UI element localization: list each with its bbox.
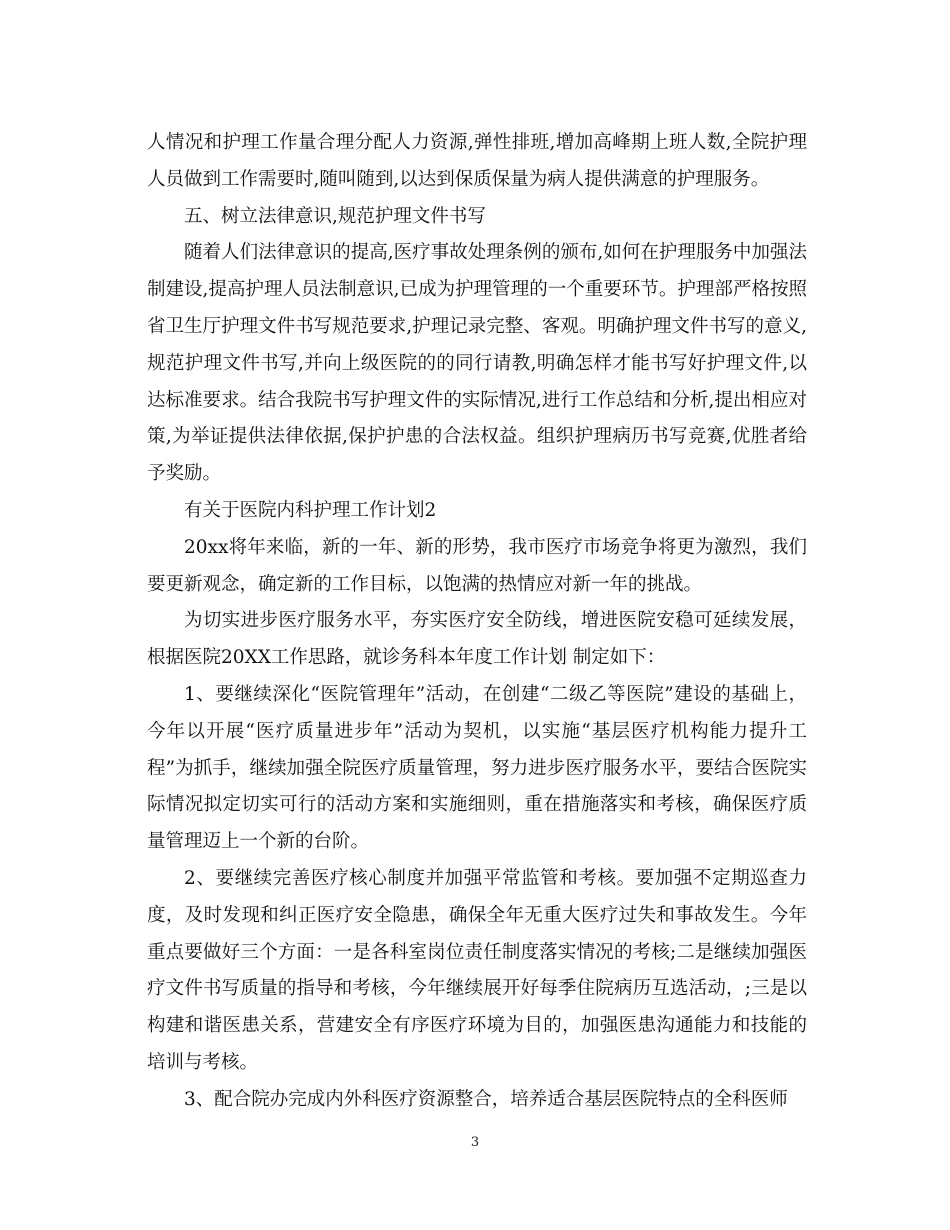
paragraph-plan-basis: 为切实进步医疗服务水平，夯实医疗安全防线，增进医院安稳可延续发展，根据医院20XX工作思路，就诊务科本年度工作计划 制定如下：	[147, 610, 807, 669]
paragraph-legal-awareness: 随着人们法律意识的提高,医疗事故处理条例的颁布,如何在护理服务中加强法制建设,提高护理人员法制意识,已成为护理管理的一个重要环节。护理部严格按照省卫生厅护理文件书写规范要求,护理记录完整、客观。明确护理文件书写的意义,规范护理文件书写,并向上级医院的的同行请教,明确怎样才能书写好护理文件,以达标准要求。结合我院书写护理文件的实际情况,进行工作总结和分析,提出相应对策,为举证提供法律依据,保护护患的合法权益。组织护理病历书写竞赛,优胜者给予奖励。	[147, 242, 807, 485]
paragraph-1: 人情况和护理工作量合理分配人力资源,弹性排班,增加高峰期上班人数,全院护理人员做到工作需要时,随叫随到,以达到保质保量为病人提供满意的护理服务。	[147, 132, 807, 190]
page-number: 3	[470, 1135, 480, 1150]
plan-item-3: 3、配合院办完成内外科医疗资源整合，培养适合基层医院特点的全科医师	[184, 1088, 788, 1110]
plan-title: 有关于医院内科护理工作计划2	[184, 499, 437, 521]
plan-item-2: 2、要继续完善医疗核心制度并加强平常监管和考核。要加强不定期巡查力度，及时发现和纠正医疗安全隐患，确保全年无重大医疗过失和事故发生。今年重点要做好三个方面：一是各科室岗位责任制度落实情况的考核;二是继续加强医疗文件书写质量的指导和考核，今年继续展开好每季住院病历互选活动，;三是以构建和谐医患关系，营建安全有序医疗环境为目的，加强医患沟通能力和技能的培训与考核。	[147, 867, 807, 1073]
section-heading-5: 五、树立法律意识,规范护理文件书写	[184, 205, 486, 227]
plan-item-1: 1、要继续深化“医院管理年”活动，在创建“二级乙等医院”建设的基础上，今年以开展“医疗质量进步年”活动为契机，以实施“基层医疗机构能力提升工程”为抓手，继续加强全院医疗质量管理，努力进步医疗服务水平，要结合医院实际情况拟定切实可行的活动方案和实施细则，重在措施落实和考核，确保医疗质量管理迈上一个新的台阶。	[147, 683, 807, 853]
paragraph-intro: 20xx将年来临，新的一年、新的形势，我市医疗市场竞争将更为激烈，我们要更新观念，确定新的工作目标，以饱满的热情应对新一年的挑战。	[147, 536, 807, 595]
document-body	[147, 125, 807, 1119]
